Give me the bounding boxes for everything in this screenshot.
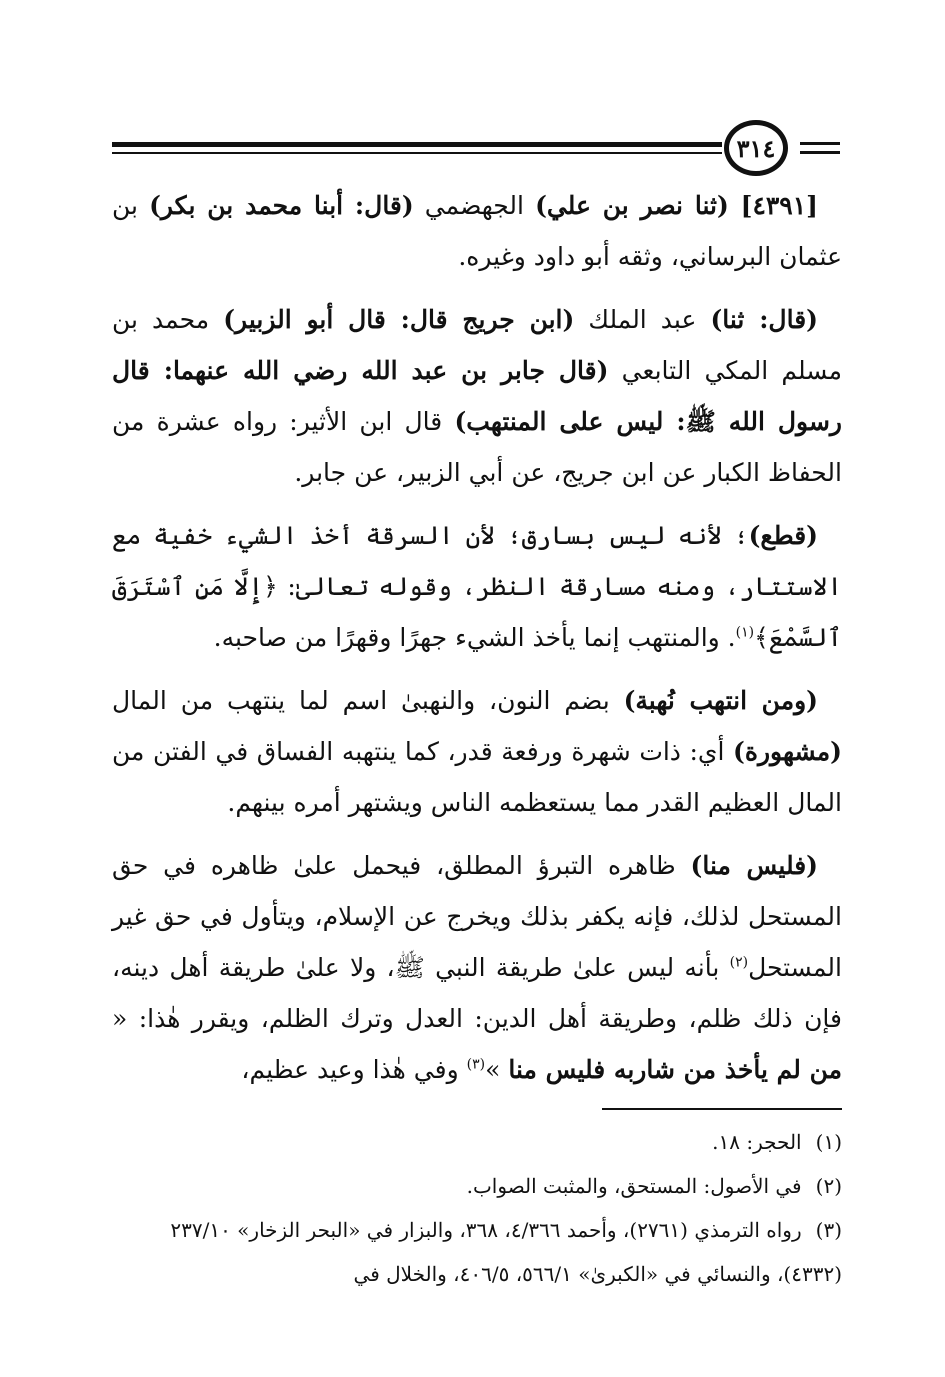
bold-text: (فليس منا) [690,851,818,880]
body-text: محمد بن مسلم المكي التابعي [112,305,842,385]
page-number: ٣١٤ [724,120,788,176]
body-text: أي: ذات شهرة ورفعة قدر، كما ينتهبه الفساق في الفتن من المال العظيم القدر مما يستعظمه الناس ويشتهر أمره بينهم. [112,737,842,817]
paragraph [112,840,842,1095]
footnote-number: (٣) [815,1218,842,1242]
body-text: ؛ لأنه ليس بسارق؛ لأن السرقة أخذ الشيء خفية مع الاستتار، ومنه مسارقة النظر، وقوله تعالىٰ: ﴿إِلَّا مَنِ ٱسْتَرَقَ ٱلسَّمْعَ﴾ [112,521,842,652]
footnote-text: في الأصول: المستحق، والمثبت الصواب. [466,1174,802,1198]
bold-text: [٤٣٩١] (ثنا نصر بن علي) [535,191,818,220]
header-rule-thick [112,142,722,147]
body-text: الجهضمي [413,191,536,220]
body-text: » [485,1055,509,1084]
footnote [112,1164,842,1208]
footnote-ref: (١) [735,624,755,641]
bold-text: (ومن انتهب نُهبة) [623,686,818,715]
paragraph [112,294,842,498]
bold-text: من لم يأخذ من شاربه فليس منا [508,1055,842,1084]
header-rule-right [800,151,840,154]
footnotes [112,1120,842,1296]
body-text: ظاهره التبرؤ المطلق، فيحمل علىٰ ظاهره في حق المستحل لذلك، فإنه يكفر بذلك ويخرج عن الإسلام، ويتأول في حق غير المستحل [112,851,842,982]
body-text: وفي هٰذا وعيد عظيم، [241,1055,467,1084]
footnote [112,1120,842,1164]
body-text: قال ابن الأثير: رواه عشرة من الحفاظ الكبار عن ابن جريج، عن أبي الزبير، عن جابر. [112,407,842,487]
bold-text: (ابن جريج قال: قال أبو الزبير) [223,305,575,334]
footnote [112,1208,842,1296]
bold-text: (قال جابر بن عبد الله رضي الله عنهما: قال رسول الله ﷺ: ليس على المنتهب) [112,356,842,436]
bold-text: (قال: ثنا) [710,305,818,334]
body-text: بأنه ليس علىٰ طريقة النبي ﷺ، ولا علىٰ طريقة أهل دينه، فإن ذلك ظلم، وطريقة أهل الدين: العدل وترك الظلم، ويقرر هٰذا: « [112,953,842,1033]
body-text: . والمنتهب إنما يأخذ الشيء جهرًا وقهرًا من صاحبه. [213,623,736,652]
paragraph [112,675,842,828]
footnote-number: (١) [815,1130,842,1154]
bold-text: (قطع) [748,521,818,550]
bold-text: (مشهورة) [733,737,842,766]
main-text [112,180,842,1107]
page-header [112,118,840,178]
body-text: عبد الملك [574,305,711,334]
header-rule-thin [112,152,722,154]
footnote-text: رواه الترمذي (٢٧٦١)، وأحمد ٤/٣٦٦، ٣٦٨، والبزار في «البحر الزخار» ٢٣٧/١٠ (٤٣٣٢)، والنسائي في «الكبرىٰ» ٥٦٦/١، ٤٠٦/٥، والخلال في [170,1218,842,1286]
body-text: بضم النون، والنهبىٰ اسم لما ينتهب من المال [112,686,624,715]
footnote-ref: (٣) [466,1056,486,1073]
paragraph [112,180,842,282]
footnote-ref: (٢) [729,954,749,971]
body-text: بن عثمان البرساني، وثقه أبو داود وغيره. [112,191,842,271]
bold-text: (قال: أبنا محمد بن بكر) [149,191,414,220]
footnote-separator [602,1108,842,1110]
footnote-number: (٢) [815,1174,842,1198]
footnote-text: الحجر: ١٨. [712,1130,802,1154]
header-rule-right [800,142,840,145]
paragraph [112,510,842,663]
